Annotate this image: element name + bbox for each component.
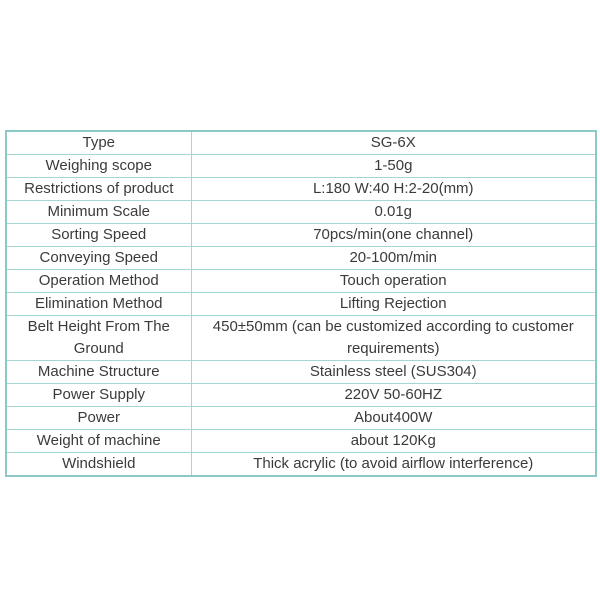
- table-row: [6, 361, 596, 384]
- spec-value-cell: 220V 50-60HZ: [191, 384, 596, 407]
- spec-label-cell: Minimum Scale: [6, 201, 191, 224]
- spec-value-cell: Touch operation: [191, 270, 596, 293]
- table-row: [6, 407, 596, 430]
- spec-value-cell: 1-50g: [191, 155, 596, 178]
- table-row: [6, 384, 596, 407]
- spec-value-cell: Thick acrylic (to avoid airflow interference): [191, 453, 596, 477]
- spec-label-cell: Sorting Speed: [6, 224, 191, 247]
- spec-value-cell: 450±50mm (can be customized according to customer requirements): [191, 316, 596, 361]
- spec-value-cell: 0.01g: [191, 201, 596, 224]
- table-row: [6, 247, 596, 270]
- table-row: [6, 293, 596, 316]
- table-row: [6, 430, 596, 453]
- product-spec-table: [5, 130, 597, 477]
- spec-label-cell: Conveying Speed: [6, 247, 191, 270]
- table-row: [6, 178, 596, 201]
- spec-table-body: [6, 131, 596, 476]
- spec-value-cell: about 120Kg: [191, 430, 596, 453]
- spec-value-cell: 70pcs/min(one channel): [191, 224, 596, 247]
- table-row: [6, 201, 596, 224]
- spec-value-cell: SG-6X: [191, 131, 596, 155]
- spec-label-cell: Operation Method: [6, 270, 191, 293]
- table-row: [6, 453, 596, 477]
- spec-value-cell: About400W: [191, 407, 596, 430]
- table-row: [6, 224, 596, 247]
- spec-label-cell: Weight of machine: [6, 430, 191, 453]
- spec-value-cell: 20-100m/min: [191, 247, 596, 270]
- table-row: [6, 155, 596, 178]
- spec-value-cell: L:180 W:40 H:2-20(mm): [191, 178, 596, 201]
- spec-value-cell: Lifting Rejection: [191, 293, 596, 316]
- table-row: [6, 270, 596, 293]
- table-row: [6, 131, 596, 155]
- spec-label-cell: Machine Structure: [6, 361, 191, 384]
- spec-label-cell: Weighing scope: [6, 155, 191, 178]
- spec-label-cell: Power Supply: [6, 384, 191, 407]
- spec-label-cell: Type: [6, 131, 191, 155]
- spec-label-cell: Restrictions of product: [6, 178, 191, 201]
- spec-label-cell: Belt Height From The Ground: [6, 316, 191, 361]
- table-row: [6, 316, 596, 361]
- spec-value-cell: Stainless steel (SUS304): [191, 361, 596, 384]
- spec-label-cell: Power: [6, 407, 191, 430]
- spec-label-cell: Windshield: [6, 453, 191, 477]
- spec-label-cell: Elimination Method: [6, 293, 191, 316]
